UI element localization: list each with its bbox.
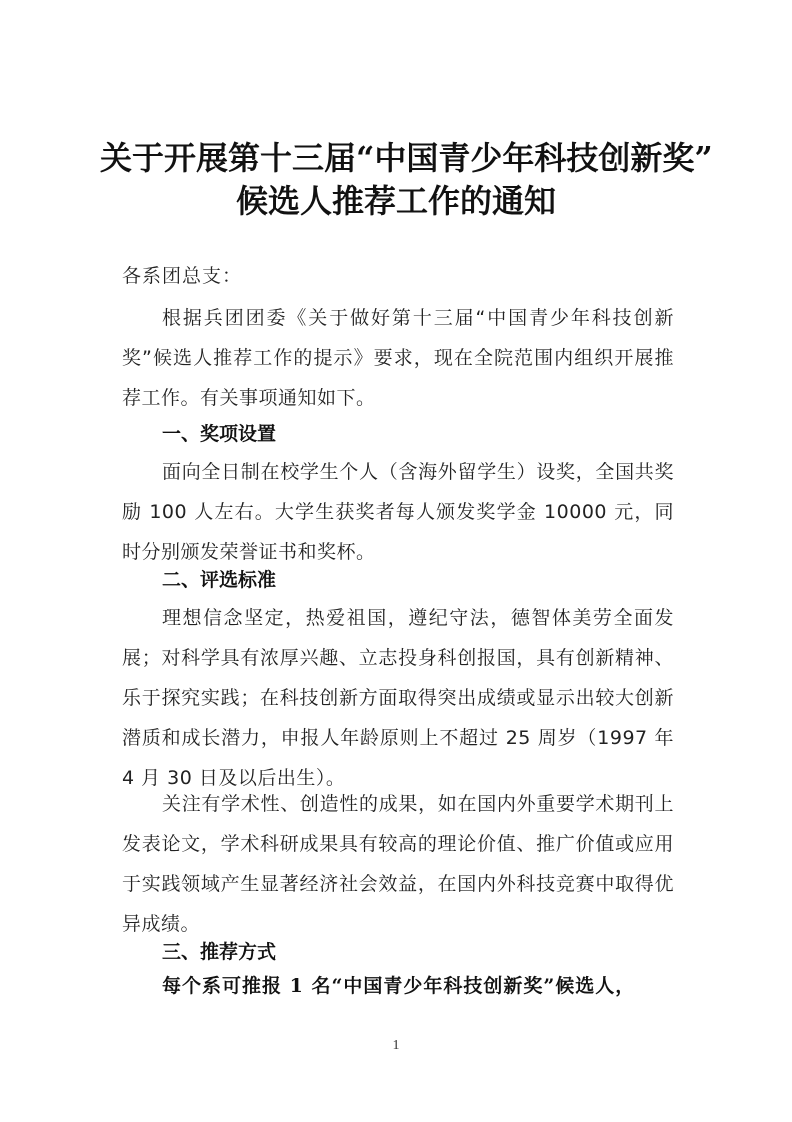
section-3-heading: 三、推荐方式 <box>162 941 277 963</box>
section-2-paragraph-2: 关注有学术性、创造性的成果，如在国内外重要学术期刊上发表论文，学术科研成果具有较高的理论价值、推广价值或应用于实践领域产生显著经济社会效益，在国内外科技竞赛中取得优异成绩。 <box>122 793 674 935</box>
intro-paragraph: 根据兵团团委《关于做好第十三届“中国青少年科技创新奖”候选人推荐工作的提示》要求，现在全院范围内组织开展推荐工作。有关事项通知如下。 <box>122 307 674 409</box>
section-1-heading: 一、奖项设置 <box>162 423 277 445</box>
salutation: 各系团总支： <box>122 265 243 287</box>
section-1-paragraph: 面向全日制在校学生个人（含海外留学生）设奖，全国共奖励 100 人左右。大学生获奖者每人颁发奖学金 10000 元，同时分别颁发荣誉证书和奖杯。 <box>122 461 674 563</box>
section-2-heading: 二、评选标准 <box>162 569 277 591</box>
section-2-paragraph-1: 理想信念坚定，热爱祖国，遵纪守法，德智体美劳全面发展；对科学具有浓厚兴趣、立志投身科创报国，具有创新精神、乐于探究实践；在科技创新方面取得突出成绩或显示出较大创新潜质和成长潜力，申报人年龄原则上不超过 25 周岁（1997 年 4 月 30 日及以后出生）。 <box>122 607 674 789</box>
document-title-line-2: 候选人推荐工作的通知 <box>235 182 556 220</box>
document-title-line-1: 关于开展第十三届“中国青少年科技创新奖” <box>100 139 713 177</box>
page-number: 1 <box>392 1038 400 1053</box>
section-3-paragraph: 每个系可推报 1 名“中国青少年科技创新奖”候选人， <box>162 975 636 997</box>
